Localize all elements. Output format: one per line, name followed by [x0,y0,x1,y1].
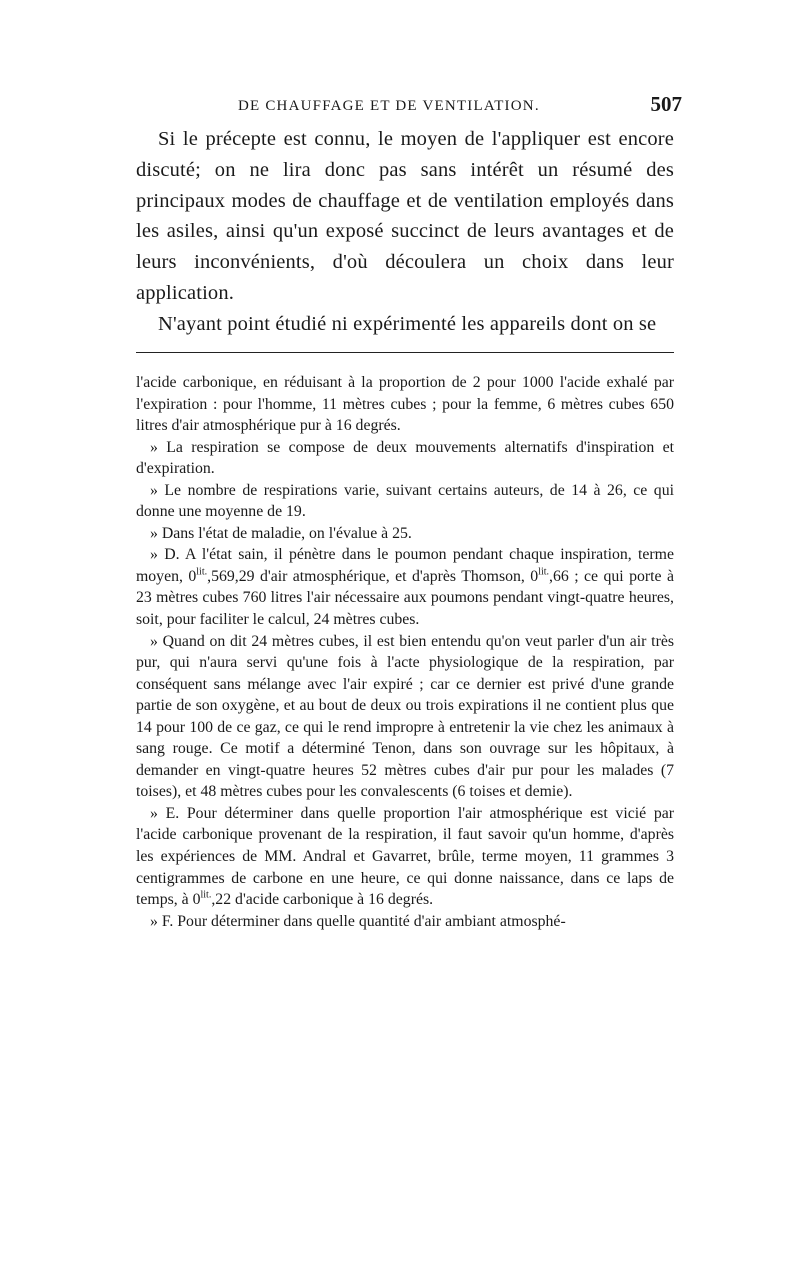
footnote-text: ,569,29 d'air atmosphérique, et d'après Thomson, 0 [207,567,539,585]
footnote-paragraph [136,544,674,630]
superscript: lit. [196,566,208,578]
footnote-paragraph: » F. Pour déterminer dans quelle quantité d'air ambiant atmosphé- [150,912,566,930]
running-title: DE CHAUFFAGE ET DE VENTILATION. [238,98,540,114]
running-head [138,92,682,120]
footnote-divider [136,352,674,353]
footnote-text: ,66 ; ce qui porte à 23 mètres cubes 760 litres l'air nécessaire aux poumons pendant vingt-quatre heures, soit, pour faciliter le calcul, 24 mètres cubes. [136,567,675,629]
main-paragraph: N'ayant point étudié ni expérimenté les appareils dont on se [158,312,657,335]
footnotes [136,372,674,932]
superscript: lit. [200,889,212,901]
footnote-paragraph: » Quand on dit 24 mètres cubes, il est bien entendu qu'on veut parler d'un air très pur, qui n'aura servi qu'une fois à l'acte physiologique de la respiration, par conséquent sans mélange avec l'air expiré ; car ce dernier est privé d'une grande partie de son oxygène, et au bout de deux ou trois expirations il ne contient plus que 14 pour 100 de ce gaz, ce qui le rend impropre à entretenir la vie chez les animaux à sang rouge. Ce motif a déterminé Tenon, dans son ouvrage sur les hôpitaux, à demander en vingt-quatre heures 52 mètres cubes d'air pur pour les malades (7 toises), et 48 mètres cubes pour les convalescents (6 toises et demie). [136,632,674,801]
footnote-paragraph: » La respiration se compose de deux mouvements alternatifs d'inspiration et d'expiration. [136,438,674,478]
footnote-paragraph [136,803,674,911]
footnote-text: ,22 d'acide carbonique à 16 degrés. [211,891,434,909]
footnote-text: » E. Pour déterminer dans quelle proportion l'air atmosphérique est vicié par l'acide carbonique provenant de la respiration, il faut savoir qu'un homme, d'après les expériences de MM. Andral et Gavarret, brûle, terme moyen, 11 grammes 3 centigrammes de carbone en une heure, ce qui donne naissance, dans ce laps de temps, à 0 [136,804,674,909]
footnote-paragraph: l'acide carbonique, en réduisant à la proportion de 2 pour 1000 l'acide exhalé par l'expiration : pour l'homme, 11 mètres cubes ; pour la femme, 6 mètres cubes 650 litres d'air atmosphérique pur à 16 degrés. [136,374,674,435]
footnote-paragraph: » Le nombre de respirations varie, suivant certains auteurs, de 14 à 26, ce qui donne une moyenne de 19. [136,481,674,521]
footnote-text: » D. A l'état sain, il pénètre dans le poumon pendant chaque inspiration, terme moyen, 0 [136,546,674,585]
footnote-paragraph: » Dans l'état de maladie, on l'évalue à 25. [150,524,412,542]
page-number: 507 [650,92,682,116]
main-text [136,124,674,340]
superscript: lit. [538,566,550,578]
main-paragraph: Si le précepte est connu, le moyen de l'appliquer est encore discuté; on ne lira donc pas sans intérêt un résumé des principaux modes de chauffage et de ventilation employés dans les asiles, ainsi qu'un exposé succinct de leurs avantages et de leurs inconvénients, d'où découlera un choix dans leur application. [136,128,674,304]
